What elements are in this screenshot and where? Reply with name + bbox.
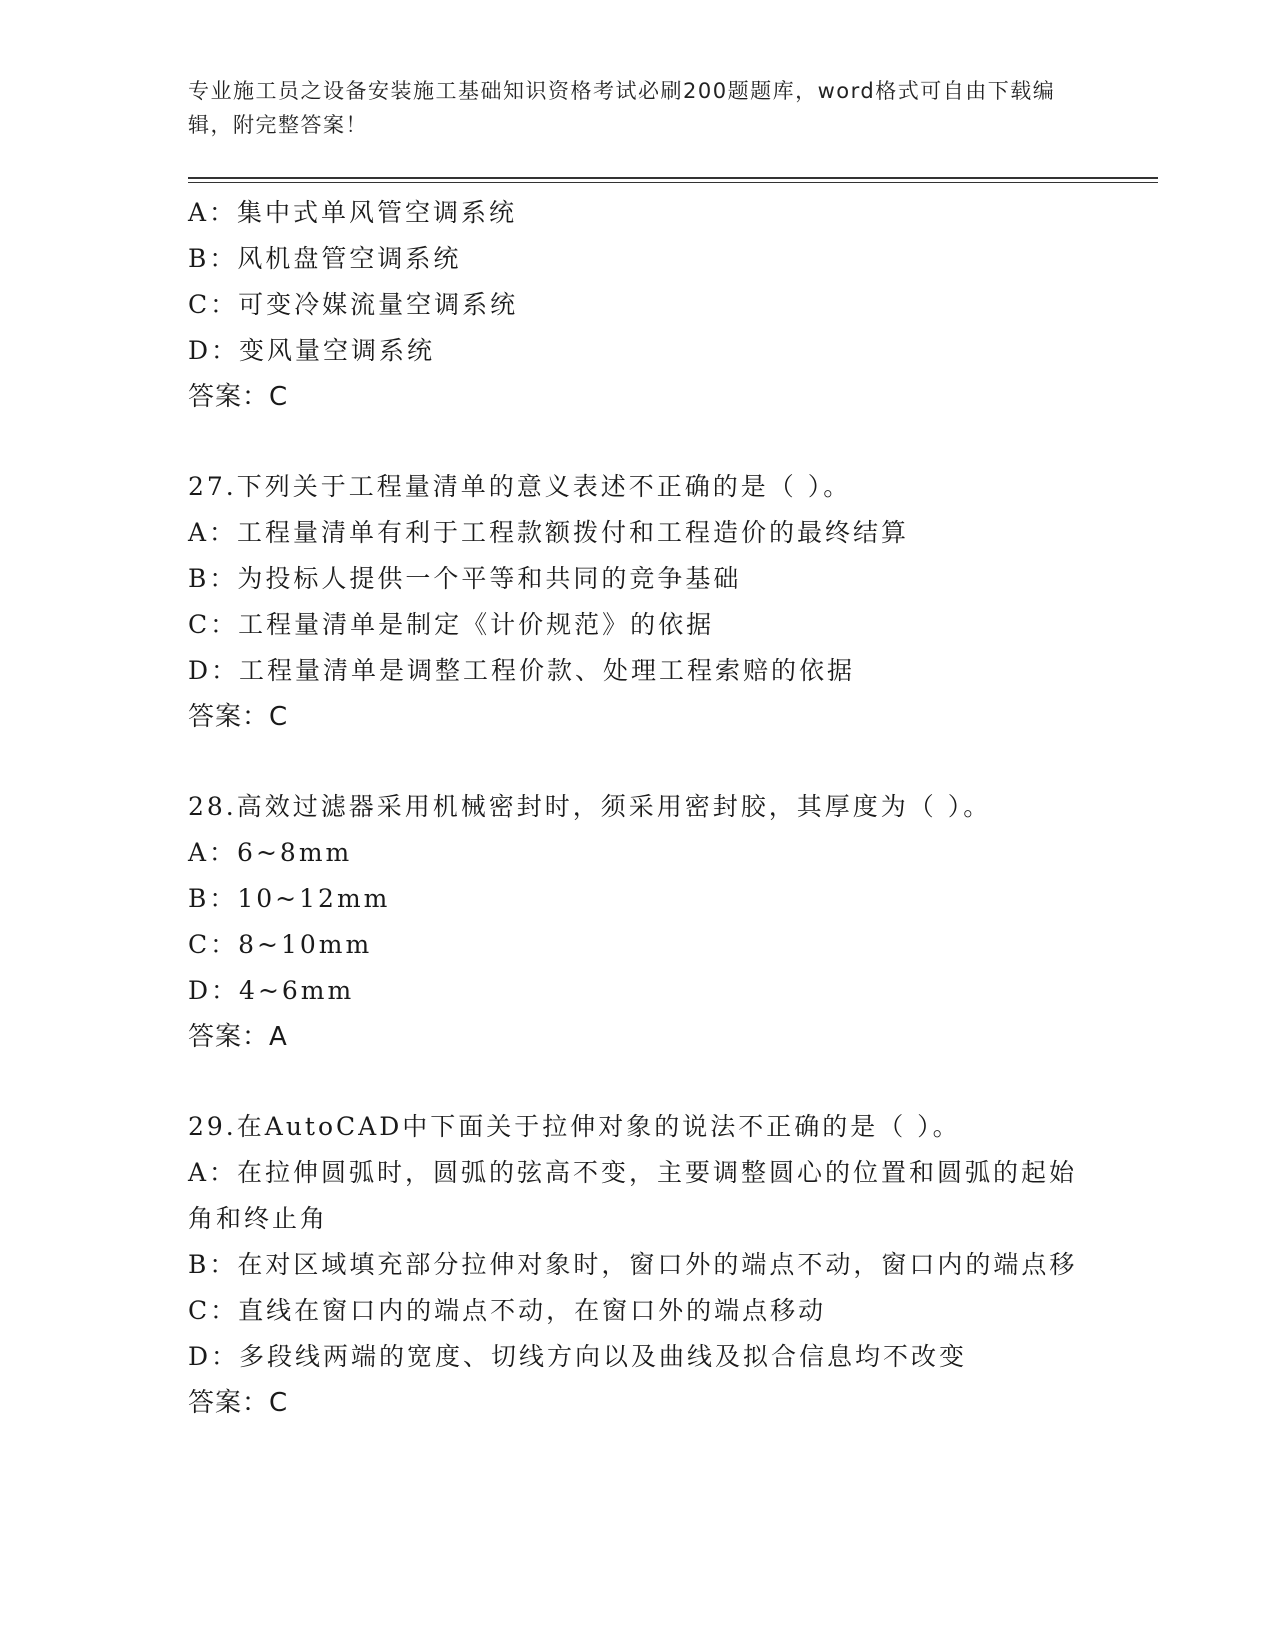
question-stem: 27.下列关于工程量清单的意义表述不正确的是（ ）。 [188, 472, 852, 501]
question-stem: 29.在AutoCAD中下面关于拉伸对象的说法不正确的是（ ）。 [188, 1112, 961, 1141]
option-d: D：多段线两端的宽度、切线方向以及曲线及拟合信息均不改变 [188, 1342, 968, 1371]
option-b: B：10~12mm [188, 884, 391, 913]
question-26 [188, 190, 1088, 420]
option-d: D：工程量清单是调整工程价款、处理工程索赔的依据 [188, 656, 856, 685]
header-rule-thin [188, 182, 1158, 183]
question-list [188, 190, 1088, 1426]
answer: 答案：A [188, 1022, 288, 1052]
option-b: B：风机盘管空调系统 [188, 244, 462, 273]
answer: 答案：C [188, 702, 289, 732]
option-c: C：8~10mm [188, 930, 373, 959]
option-a: A：集中式单风管空调系统 [188, 198, 518, 227]
option-a: A：在拉伸圆弧时，圆弧的弦高不变，主要调整圆心的位置和圆弧的起始角和终止角 [188, 1158, 1078, 1233]
answer: 答案：C [188, 1388, 289, 1418]
answer: 答案：C [188, 382, 289, 412]
option-c: C：工程量清单是制定《计价规范》的依据 [188, 610, 715, 639]
question-27 [188, 464, 1088, 740]
question-stem: 28.高效过滤器采用机械密封时，须采用密封胶，其厚度为（ ）。 [188, 792, 992, 821]
option-a: A：6~8mm [188, 838, 353, 867]
option-d: D：4~6mm [188, 976, 355, 1005]
question-29 [188, 1104, 1088, 1426]
option-b: B：为投标人提供一个平等和共同的竞争基础 [188, 564, 742, 593]
option-c: C：直线在窗口内的端点不动，在窗口外的端点移动 [188, 1296, 827, 1325]
question-28 [188, 784, 1088, 1060]
option-c: C：可变冷媒流量空调系统 [188, 290, 519, 319]
document-header: 专业施工员之设备安装施工基础知识资格考试必刷200题题库，word格式可自由下载编辑，附完整答案！ [188, 79, 1056, 137]
header-rule-thick [188, 177, 1158, 179]
option-a: A：工程量清单有利于工程款额拨付和工程造价的最终结算 [188, 518, 910, 547]
option-d: D：变风量空调系统 [188, 336, 436, 365]
option-b: B：在对区域填充部分拉伸对象时，窗口外的端点不动，窗口内的端点移 [188, 1250, 1078, 1279]
